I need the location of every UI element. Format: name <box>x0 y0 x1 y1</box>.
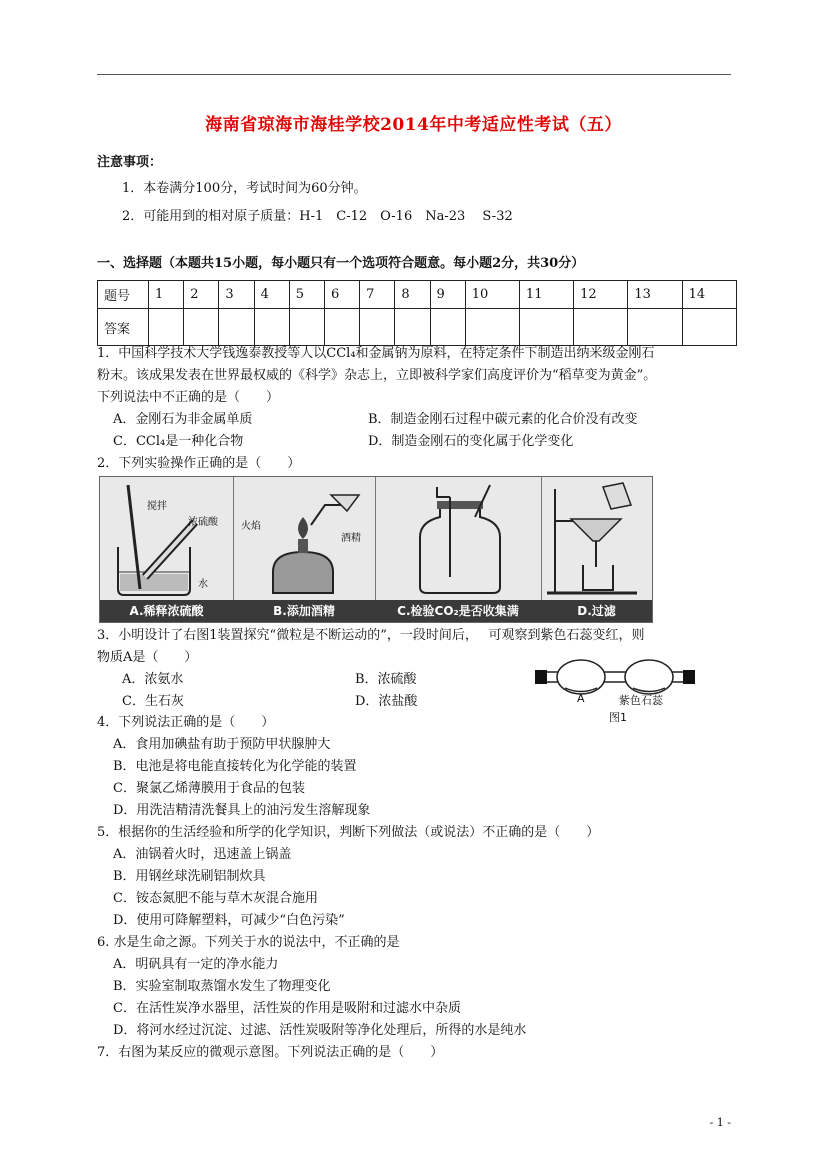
answer-table <box>97 280 737 346</box>
notice-item-2: 2．可能用到的相对原子质量：H-1 C-12 O-16 Na-23 S-32 <box>122 209 513 224</box>
fig1-label-a: A <box>577 692 585 705</box>
q4-option-b: B．电池是将电能直接转化为化学能的装置 <box>113 759 357 774</box>
q2-figure-c <box>375 477 542 622</box>
tube-apparatus-icon <box>535 655 695 703</box>
q5-stem: 5．根据你的生活经验和所学的化学知识，判断下列做法（或说法）不正确的是（ ） <box>97 825 600 840</box>
answer-cell[interactable] <box>682 309 736 346</box>
q3-option-d: D．浓盐酸 <box>355 694 418 709</box>
q6-option-a: A．明矾具有一定的净水能力 <box>113 957 279 972</box>
q4-option-d: D．用洗洁精清洗餐具上的油污发生溶解现象 <box>113 803 371 818</box>
beaker-icon <box>100 477 233 600</box>
table-cell: 5 <box>289 281 324 309</box>
label-stir: 搅拌 <box>147 501 167 512</box>
table-cell: 6 <box>324 281 359 309</box>
answer-cell[interactable] <box>254 309 289 346</box>
page-number: - 1 - <box>709 1116 731 1129</box>
table-cell: 8 <box>395 281 430 309</box>
answer-cell[interactable] <box>149 309 184 346</box>
q1-option-d: D．制造金刚石的变化属于化学变化 <box>368 434 574 449</box>
table-cell: 14 <box>682 281 736 309</box>
table-cell: 12 <box>574 281 628 309</box>
q2-stem: 2．下列实验操作正确的是（ ） <box>97 456 301 471</box>
caption-b: B.添加酒精 <box>233 600 375 622</box>
q2-figure-a <box>100 477 234 622</box>
q5-option-b: B．用钢丝球洗刷铝制炊具 <box>113 869 266 884</box>
table-cell: 9 <box>430 281 465 309</box>
q1-stem-line3: 下列说法中不正确的是（ ） <box>97 390 280 405</box>
answer-cell[interactable] <box>219 309 254 346</box>
q1-stem-line2: 粉末。该成果发表在世界最权威的《科学》杂志上，立即被科学家们高度评价为“稻草变为黄金”。 <box>97 368 657 383</box>
q4-option-a: A．食用加碘盐有助于预防甲状腺肿大 <box>113 737 331 752</box>
table-cell: 11 <box>519 281 573 309</box>
answer-cell[interactable] <box>628 309 682 346</box>
funnel-icon <box>541 477 652 600</box>
answer-cell[interactable] <box>519 309 573 346</box>
answer-cell[interactable] <box>430 309 465 346</box>
q6-option-c: C．在活性炭净水器里，活性炭的作用是吸附和过滤水中杂质 <box>113 1001 461 1016</box>
q1-stem-line1: 1．中国科学技术大学钱逸泰教授等人以CCl₄和金属钠为原料，在特定条件下制造出纳米级金刚石 <box>97 346 655 361</box>
q5-option-a: A．油锅着火时，迅速盖上锅盖 <box>113 847 292 862</box>
q1-option-a: A．金刚石为非金属单质 <box>113 412 253 427</box>
q2-figure-b <box>233 477 376 622</box>
fig1-caption: 图1 <box>609 711 627 724</box>
gas-bottle-icon <box>375 477 541 600</box>
table-cell: 10 <box>465 281 519 309</box>
row-label-answer: 答案 <box>98 309 149 346</box>
q3-option-a: A．浓氨水 <box>122 672 184 687</box>
answer-cell[interactable] <box>184 309 219 346</box>
q4-option-c: C．聚氯乙烯薄膜用于食品的包装 <box>113 781 305 796</box>
label-water: 水 <box>198 579 208 590</box>
answer-cell[interactable] <box>465 309 519 346</box>
q2-figure-d <box>541 477 652 622</box>
q3-stem-line2: 物质A是（ ） <box>97 650 198 665</box>
q2-figure-strip <box>99 476 653 623</box>
q3-stem-line1: 3．小明设计了右图1装置探究“微粒是不断运动的”，一段时间后， 可观察到紫色石蕊变红，则 <box>97 628 645 643</box>
header-rule <box>97 74 731 75</box>
caption-a: A.稀释浓硫酸 <box>100 600 233 622</box>
table-cell: 1 <box>149 281 184 309</box>
answer-cell[interactable] <box>360 309 395 346</box>
q4-stem: 4．下列说法正确的是（ ） <box>97 715 275 730</box>
q6-option-b: B．实验室制取蒸馏水发生了物理变化 <box>113 979 331 994</box>
page-title: 海南省琼海市海桂学校2014年中考适应性考试（五） <box>205 115 622 135</box>
notice-item-1: 1．本卷满分100分，考试时间为60分钟。 <box>122 181 367 196</box>
q1-option-b: B．制造金刚石过程中碳元素的化合价没有改变 <box>368 412 638 427</box>
label-acid: 浓硫酸 <box>188 517 218 528</box>
table-cell: 3 <box>219 281 254 309</box>
q3-option-c: C．生石灰 <box>122 694 184 709</box>
answer-cell[interactable] <box>574 309 628 346</box>
q6-option-d: D．将河水经过沉淀、过滤、活性炭吸附等净化处理后，所得的水是纯水 <box>113 1023 527 1038</box>
table-cell: 4 <box>254 281 289 309</box>
answer-cell[interactable] <box>395 309 430 346</box>
figure-1 <box>535 655 695 725</box>
table-cell: 7 <box>360 281 395 309</box>
q5-option-d: D．使用可降解塑料，可减少“白色污染” <box>113 913 345 928</box>
q3-option-b: B．浓硫酸 <box>355 672 417 687</box>
answer-cell[interactable] <box>289 309 324 346</box>
q1-option-c: C．CCl₄是一种化合物 <box>113 434 244 449</box>
notice-heading: 注意事项： <box>97 155 163 170</box>
caption-c: C.检验CO₂是否收集满 <box>375 600 541 622</box>
answer-cell[interactable] <box>324 309 359 346</box>
fig1-label-litmus: 紫色石蕊 <box>619 694 663 707</box>
row-label-number: 题号 <box>98 281 149 309</box>
table-cell: 13 <box>628 281 682 309</box>
q7-stem: 7．右图为某反应的微观示意图。下列说法正确的是（ ） <box>97 1045 444 1060</box>
q6-stem: 6. 水是生命之源。下列关于水的说法中，不正确的是 <box>97 935 400 950</box>
section-heading: 一、选择题（本题共15小题，每小题只有一个选项符合题意。每小题2分，共30分） <box>97 256 585 271</box>
label-flame: 火焰 <box>241 521 261 532</box>
table-cell: 2 <box>184 281 219 309</box>
caption-d: D.过滤 <box>541 600 652 622</box>
q5-option-c: C．铵态氮肥不能与草木灰混合施用 <box>113 891 318 906</box>
label-alcohol: 酒精 <box>341 533 361 544</box>
